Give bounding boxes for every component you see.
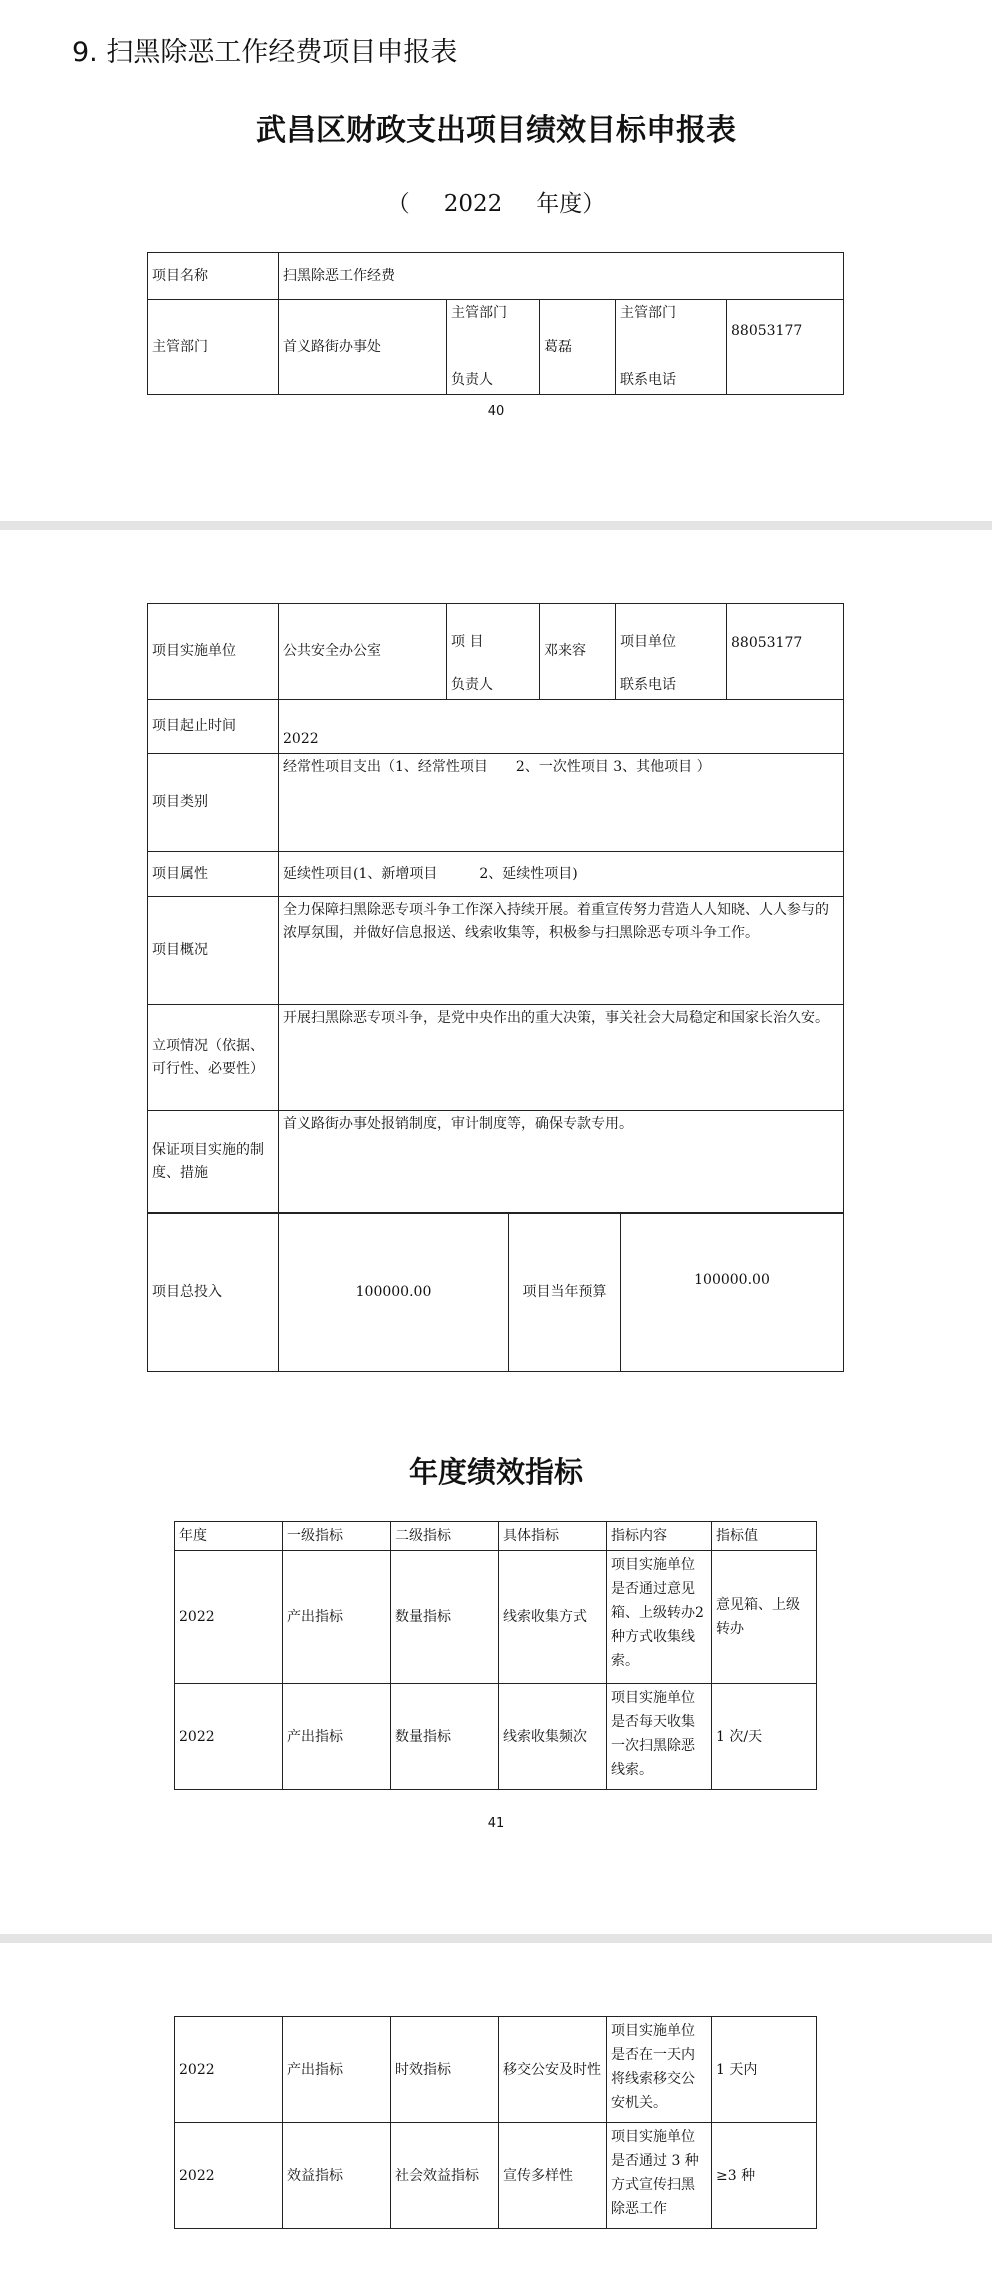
project-name-value: 扫黑除恶工作经费 xyxy=(279,253,844,300)
perf-cell: 2022 xyxy=(175,2123,283,2229)
basis-value: 开展扫黑除恶专项斗争，是党中央作出的重大决策，事关社会大局稳定和国家长治久安。 xyxy=(279,1005,844,1111)
perf-cell: 产出指标 xyxy=(283,2017,391,2123)
perf-header: 二级指标 xyxy=(391,1522,499,1551)
perf-header: 指标值 xyxy=(712,1522,817,1551)
proj-phone-label xyxy=(616,604,727,700)
perf-header: 一级指标 xyxy=(283,1522,391,1551)
perf-cell: 产出指标 xyxy=(283,1684,391,1790)
dept-head-value: 葛磊 xyxy=(540,300,616,395)
perf-cell: 线索收集频次 xyxy=(499,1684,607,1790)
proj-head-label xyxy=(447,604,540,700)
perf-cell: 项目实施单位是否每天收集一次扫黑除恶线索。 xyxy=(607,1684,712,1790)
table-row xyxy=(175,2123,817,2229)
basis-label: 立项情况（依据、可行性、必要性） xyxy=(148,1005,279,1111)
attribute-value: 延续性项目(1、新增项目 2、延续性项目) xyxy=(279,852,844,897)
guarantee-label: 保证项目实施的制度、措施 xyxy=(148,1111,279,1213)
perf-cell: 社会效益指标 xyxy=(391,2123,499,2229)
page-separator xyxy=(0,521,992,530)
impl-unit-value: 公共安全办公室 xyxy=(279,604,447,700)
perf-cell: 数量指标 xyxy=(391,1684,499,1790)
perf-header: 年度 xyxy=(175,1522,283,1551)
perf-cell: 项目实施单位是否通过意见箱、上级转办2种方式收集线索。 xyxy=(607,1551,712,1684)
perf-cell: 效益指标 xyxy=(283,2123,391,2229)
perf-cell: 数量指标 xyxy=(391,1551,499,1684)
form-table-p2 xyxy=(147,603,844,1213)
dept-head-label-2: 负责人 xyxy=(451,372,493,388)
perf-cell: 2022 xyxy=(175,1684,283,1790)
dept-phone-value: 88053177 xyxy=(727,300,844,395)
overview-label: 项目概况 xyxy=(148,897,279,1005)
dept-label: 主管部门 xyxy=(148,300,279,395)
dept-phone-label xyxy=(616,300,727,395)
year-value: 2022 xyxy=(443,191,503,217)
perf-cell: 1 次/天 xyxy=(712,1684,817,1790)
perf-cell: 2022 xyxy=(175,1551,283,1684)
form-title: 武昌区财政支出项目绩效目标申报表 xyxy=(256,113,736,148)
proj-head-label-2: 负责人 xyxy=(451,676,493,693)
page-number: 41 xyxy=(487,1816,505,1831)
guarantee-value: 首义路街办事处报销制度，审计制度等，确保专款专用。 xyxy=(279,1111,844,1213)
proj-phone-value: 88053177 xyxy=(727,604,844,700)
table-row xyxy=(175,1551,817,1684)
total-value: 100000.00 xyxy=(279,1214,509,1372)
perf-cell: 项目实施单位是否在一天内将线索移交公安机关。 xyxy=(607,2017,712,2123)
budget-label: 项目当年预算 xyxy=(509,1214,621,1372)
perf-cell: 产出指标 xyxy=(283,1551,391,1684)
dept-head-label xyxy=(447,300,540,395)
perf-header-row xyxy=(175,1522,817,1551)
total-label: 项目总投入 xyxy=(148,1214,279,1372)
perf-cell: 1 天内 xyxy=(712,2017,817,2123)
category-value: 经常性项目支出（1、经常性项目 2、一次性项目 3、其他项目 ） xyxy=(279,754,844,852)
perf-cell: 意见箱、上级转办 xyxy=(712,1551,817,1684)
section-heading: 9. 扫黑除恶工作经费项目申报表 xyxy=(72,37,458,68)
perf-cell: 宣传多样性 xyxy=(499,2123,607,2229)
perf-cell: 线索收集方式 xyxy=(499,1551,607,1684)
form-table-p1 xyxy=(147,252,844,395)
perf-header: 指标内容 xyxy=(607,1522,712,1551)
budget-value: 100000.00 xyxy=(621,1214,844,1372)
perf-title: 年度绩效指标 xyxy=(408,1455,583,1489)
perf-table-continued xyxy=(174,2016,817,2229)
impl-unit-label: 项目实施单位 xyxy=(148,604,279,700)
table-row xyxy=(175,1684,817,1790)
perf-cell: 移交公安及时性 xyxy=(499,2017,607,2123)
period-value: 2022 xyxy=(279,700,844,754)
perf-table xyxy=(174,1521,817,1790)
page-number: 40 xyxy=(487,404,505,419)
perf-cell: 时效指标 xyxy=(391,2017,499,2123)
perf-cell: 项目实施单位是否通过 3 种方式宣传扫黑除恶工作 xyxy=(607,2123,712,2229)
dept-phone-label-1: 主管部门 xyxy=(620,305,676,321)
proj-head-label-1: 项 目 xyxy=(451,633,484,650)
table-row xyxy=(175,2017,817,2123)
proj-head-value: 邓来容 xyxy=(540,604,616,700)
perf-cell: 2022 xyxy=(175,2017,283,2123)
perf-cell: ≥3 种 xyxy=(712,2123,817,2229)
year-suffix: 年度） xyxy=(536,191,606,217)
page-separator xyxy=(0,1934,992,1943)
category-label: 项目类别 xyxy=(148,754,279,852)
perf-header: 具体指标 xyxy=(499,1522,607,1551)
proj-phone-label-1: 项目单位 xyxy=(620,633,676,650)
investment-table xyxy=(147,1213,844,1372)
attribute-label: 项目属性 xyxy=(148,852,279,897)
proj-phone-label-2: 联系电话 xyxy=(620,676,676,693)
dept-head-label-1: 主管部门 xyxy=(451,305,507,321)
year-open: （ xyxy=(386,191,410,217)
overview-value: 全力保障扫黑除恶专项斗争工作深入持续开展。着重宣传努力营造人人知晓、人人参与的浓厚氛围，并做好信息报送、线索收集等，积极参与扫黑除恶专项斗争工作。 xyxy=(279,897,844,1005)
year-line xyxy=(0,185,992,218)
dept-value: 首义路街办事处 xyxy=(279,300,447,395)
period-label: 项目起止时间 xyxy=(148,700,279,754)
project-name-label: 项目名称 xyxy=(148,253,279,300)
dept-phone-label-2: 联系电话 xyxy=(620,372,676,388)
